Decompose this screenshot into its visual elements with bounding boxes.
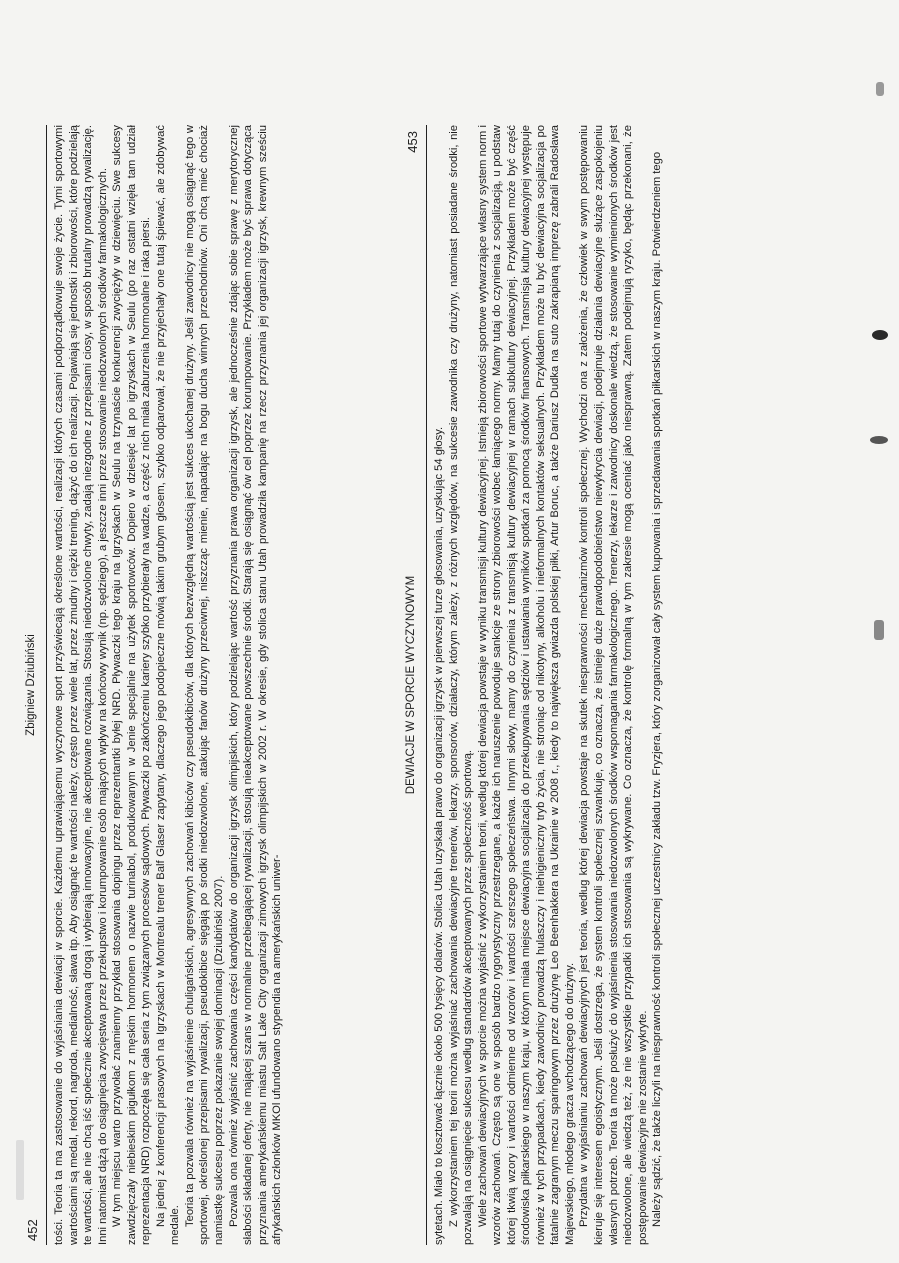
paragraph: Na jednej z konferencji prasowych na Igrzyskach w Montrealu trener Balf Glaser zapytany, dlaczego jego podopieczne mówią takim grubym głosem, szybko odparował, że nie przyjechały one tutaj śpiewać, ale zdobywać medale.: [154, 125, 182, 1245]
right-page-number: 453: [405, 131, 420, 153]
paragraph: Przydatna w wyjaśnianiu zachowań dewiacyjnych jest teoria, według której dewiacja powstaje na skutek niesprawności mechanizmów kontroli społecznej. Wychodzi ona z założenia, że człowiek w swym postępowaniu kieruje się interesem egoistycznym. Jeśli dostrzega, że system kontroli społecznej szwankuje, co oznacza, że istnieje duże prawdopodobieństwo niewykrycia dewiacji, podejmuje działania dewiacyjne służące zaspokojeniu własnych potrzeb. Teoria ta może posłużyć do wyjaśnienia stosowania niedozwolonych środków wspomagania farmakologicznego. Trenerzy, lekarze i zawodnicy doskonale wiedzą, że stosowanie wymienionych środków jest niedozwolone, ale wiedzą też, że nie wszystkie przypadki ich stosowania są wykrywane. Co oznacza, że kontrolę formalną w tym zakresie mogą oceniać jako niesprawną. Zatem podejmują ryzyko, będąc przekonani, że postępowanie dewiacyjne nie zostanie wykryte.: [578, 125, 649, 1245]
paragraph: Pozwala ona również wyjaśnić zachowania części kandydatów do organizacji igrzysk olimpijskich, który podzielając wartość przyznania prawa organizacji igrzysk, ale jednocześnie zdając sobie sprawę z merytorycznej słabości składanej oferty, nie mającej szans w normalnie przebiegającej rywalizacji, stosują nieakceptowane powszechnie środki. Starają się osiągnąć ów cel poprzez korumpowanie. Przykładem może być sprawa dotycząca przyznania amerykańskiemu miastu Salt Lake City organizacji zimowych igrzysk olimpijskich w 2002 r. W okresie, gdy stolica stanu Utah prowadziła kampanię na rzecz przyznania jej organizacji igrzysk, krewnym sześciu afrykańskich członków MKOl ufundowano stypendia na amerykańskich uniwer-: [227, 125, 284, 1245]
right-page-body: [432, 125, 757, 1245]
paragraph: tości. Teoria ta ma zastosowanie do wyjaśniania dewiacji w sporcie. Każdemu uprawiającemu wyczynowe sport przyświecają określone wartości, realizacji których czasami podporządkowuje swoje życie. Tymi sportowymi wartościami są medal, rekord, nagroda, medialność, sława itp. Aby osiągnąć te wartości należy, często przez wiele lat, przez żmudny i ciężki trening, dążyć do ich realizacji. Pojawiają się jednostki i zbiorowości, które podzielają te wartości, ale nie chcą iść społecznie akceptowaną drogą i wybierają innowacyjne, nie akceptowane rozwiązania. Stosują niedozwolone chwyty, zadają niezgodne z przepisami ciosy, w sposób brutalny prowadzą rywalizację. Inni natomiast dążą do osiągnięcia zwycięstwa przez przekupstwo i korumpowanie osób mających wpływ na końcowy wynik (np. sędziego), a jeszcze inni przez stosowanie niedozwolonych środków farmakologicznych.: [53, 125, 109, 1245]
right-page: [402, 125, 762, 1245]
left-page-number: 452: [25, 1219, 40, 1241]
right-running-head: DEWIACJE W SPORCIE WYCZYNOWYM: [405, 575, 417, 795]
left-page-header: [22, 125, 47, 1245]
scan-blot-mark: [870, 436, 888, 444]
left-page-body: [52, 125, 377, 1245]
paragraph: W tym miejscu warto przywołać znamienny przykład stosowania dopingu przez reprezentantki byłej NRD. Pływaczki tego kraju na Igrzyskach w Seulu na trzynaście konkurencji zwyciężyły w dziewięciu. Swe sukcesy zawdzięczały niebieskim pigułkom z męskim hormonem o nazwie turinabol, produkowanym w Jenie specjalnie na użytek sportowców. Dopiero w dziesięć lat po igrzyskach w Seulu (po raz ostatni wzięła tam udział reprezentacja NRD) rozpoczęła się cała seria z tym związanych procesów sądowych. Pływaczki po zakończeniu kariery szybko przybierały na wadze, a część z nich miała zaburzenia hormonalne i raka piersi.: [111, 125, 153, 1245]
paragraph: Teoria ta pozwala również na wyjaśnienie chuligańskich, agresywnych zachowań kibiców czy pseudokibiców, dla których bezwzględną wartością jest sukces ukochanej drużyny. Jeśli zawodnicy nie mogą osiągnąć tego w sportowej, określonej przepisami rywalizacji, pseudokibice sięgają po środki niedozwolone, atakując fanów drużyny przeciwnej, niszcząc mienie, napadając na bogu ducha winnych przechodniów. Oni chcą mieć chociaż namiastkę sukcesu poprzez pokazanie swojej dominacji (Dziubiński 2007).: [183, 125, 226, 1245]
scan-blot-mark: [16, 1140, 24, 1200]
left-page: [22, 125, 382, 1245]
paragraph: Należy sądzić, że także liczyli na niesprawność kontroli społecznej uczestnicy zakładu tzw. Fryzjera, który zorganizował cały system kupowania i sprzedawania spotkań piłkarskich w naszym kraju. Potwierdzeniem tego: [651, 151, 664, 1227]
left-running-head: Zbigniew Dziubiński: [25, 634, 37, 736]
scan-blot-mark: [872, 330, 888, 340]
paragraph: sytetach. Miało to kosztować łącznie około 500 tysięcy dolarów. Stolica Utah uzyskała prawo do organizacji igrzysk w pierwszej turze głosowania, uzyskując 54 głosy.: [433, 426, 445, 1245]
paragraph: Z wykorzystaniem tej teorii można wyjaśniać zachowania dewiacyjne trenerów, lekarzy, sponsorów, działaczy, którym zależy, z różnych względów, na sukcesie zawodnika czy drużyny, natomiast posiadane środki, nie pozwalają na osiągnięcie sukcesu według standardów akceptowanych przez społeczność sportową.: [447, 125, 475, 1245]
scan-blot-mark: [876, 82, 884, 96]
scan-blot-mark: [874, 620, 884, 640]
right-page-header: [402, 125, 427, 1245]
paragraph: Wiele zachowań dewiacyjnych w sporcie można wyjaśnić z wykorzystaniem teorii, według której dewiacja powstaje w wyniku transmisji kultury dewiacyjnej. Istnieją zbiorowości sportowe wytwarzające własny system norm i wzorów zachowań. Często są one w sposób bardzo rygorystyczny przestrzegane, a każde ich naruszenie powoduje sankcje ze strony zbiorowości wobec łamiącego normy. Mamy tutaj do czynienia z socjalizacją, u podstaw której tkwią wzory i wartości odmienne od wzorów i wartości szerszego społeczeństwa. Innymi słowy, mamy do czynienia z transmisją kultury dewiacyjnej w ramach subkultury dewiacyjnej. Przykładem może być część środowiska piłkarskiego w naszym kraju, w którym miała miejsce dewiacyjna socjalizacja do przekupywania sędziów i ustawiania wyników spotkań za pomocą środków finansowych. Transmisja kultury dewiacyjnej występuje również w tych przypadkach, kiedy zawodnicy prowadzą hulaszczy i niehigieniczny tryb życia, nie stroniąc od nikotyny, alkoholu i nieformalnych kontaktów seksualnych. Przykładem może tu być dewiacyjna socjalizacja po fatalnie zagranym meczu sparingowym przez drużynę Leo Beenhakkera na Ukrainie w 2008 r., kiedy to największa gwiazda polskiej piłki, Artur Boruc, a także Dariusz Dudka na suto zakrapianą imprezę zabrali Radosława Majewskiego, młodego gracza wchodzącego do drużyny.: [476, 125, 576, 1245]
